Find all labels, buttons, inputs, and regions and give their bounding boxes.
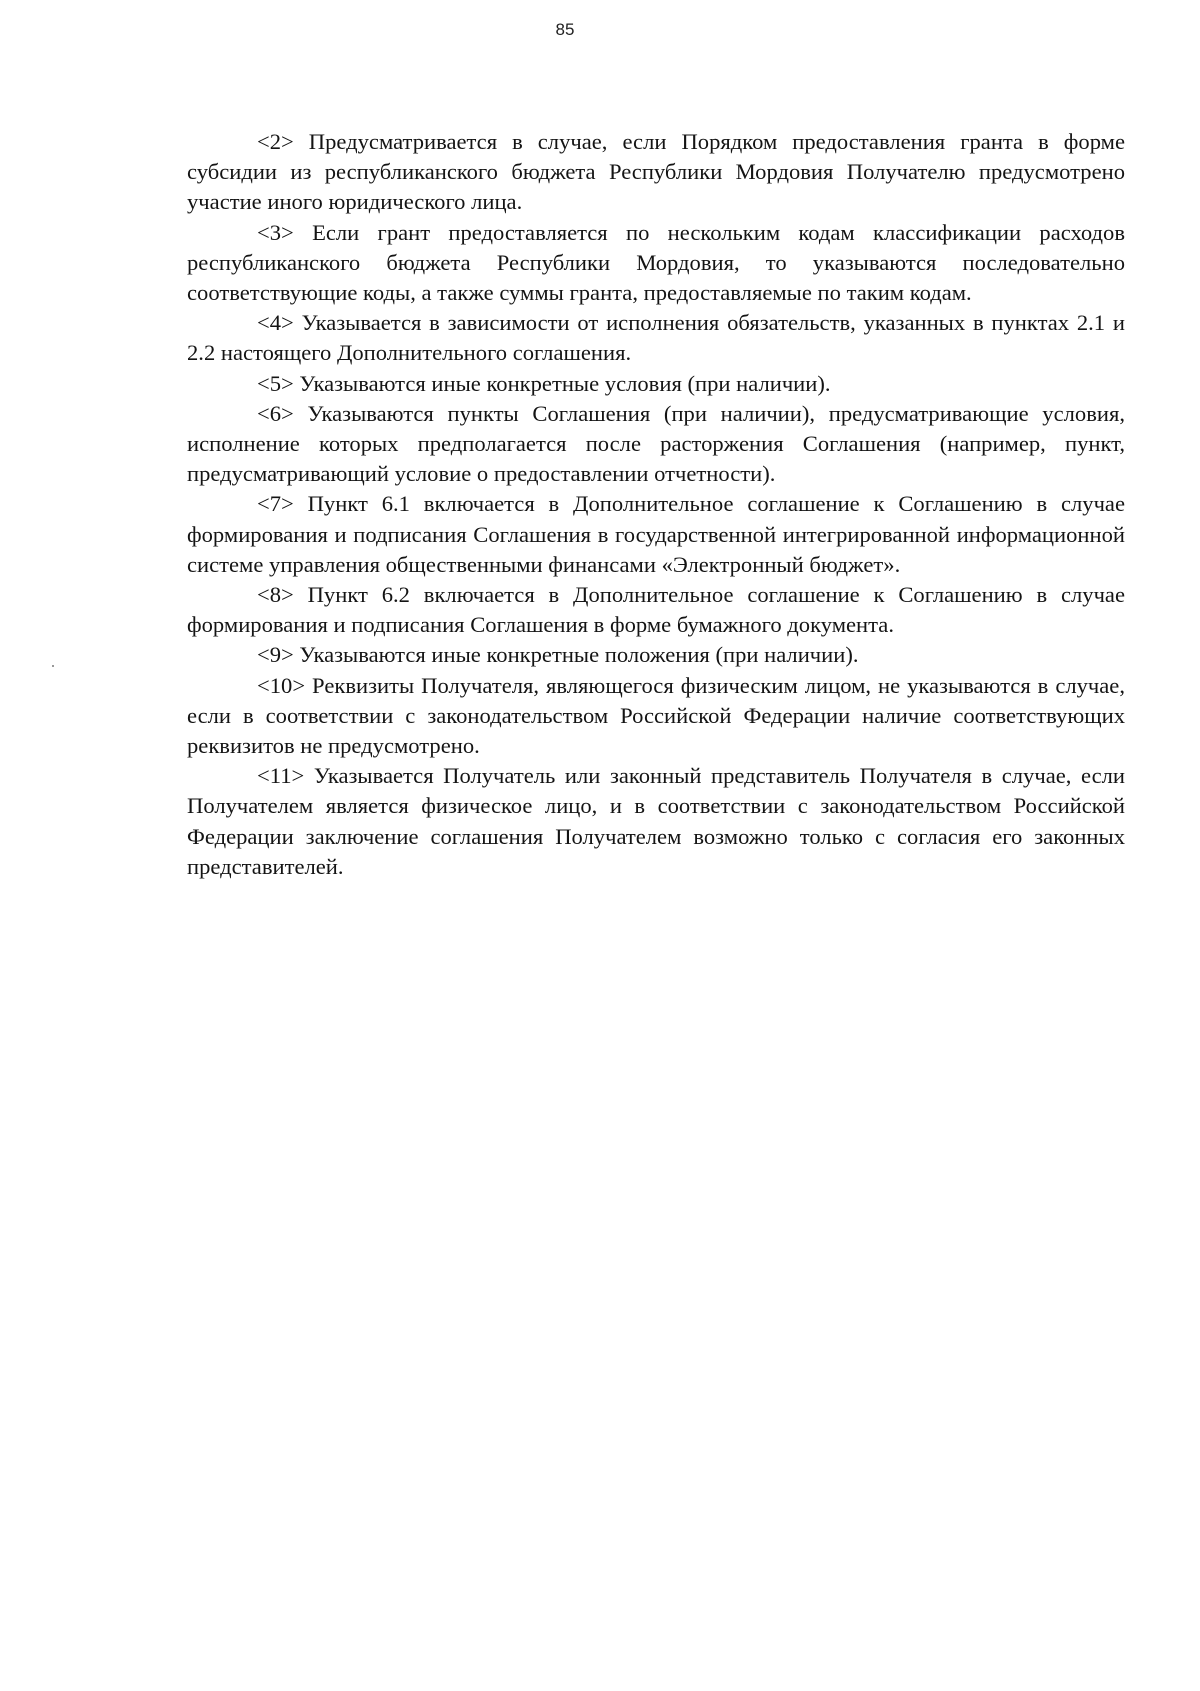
footnote-10: <10> Реквизиты Получателя, являющегося физическим лицом, не указываются в случае, если в соответствии с законодательством Российской Федерации наличие соответствующих реквизитов не предусмотрено. <box>187 672 1125 759</box>
footnote-9: <9> Указываются иные конкретные положения (при наличии). <box>257 642 859 668</box>
footnote-5: <5> Указываются иные конкретные условия (при наличии). <box>257 370 831 396</box>
scan-speck <box>52 665 54 667</box>
footnote-6: <6> Указываются пункты Соглашения (при наличии), предусматривающие условия, исполнение которых предполагается после расторжения Соглашения (например, пункт, предусматривающий условие о предоставлении отчетности). <box>187 400 1125 487</box>
footnote-8: <8> Пункт 6.2 включается в Дополнительное соглашение к Соглашению в случае формирования и подписания Соглашения в форме бумажного документа. <box>187 582 1125 638</box>
footnote-4: <4> Указывается в зависимости от исполнения обязательств, указанных в пунктах 2.1 и 2.2 настоящего Дополнительного соглашения. <box>187 310 1125 366</box>
page-number: 85 <box>555 20 575 39</box>
footnotes-section <box>187 127 1125 882</box>
footnote-7: <7> Пункт 6.1 включается в Дополнительное соглашение к Соглашению в случае формирования и подписания Соглашения в государственной интегрированной информационной системе управления общественными финансами «Электронный бюджет». <box>187 491 1125 577</box>
footnote-11: <11> Указывается Получатель или законный представитель Получателя в случае, если Получателем является физическое лицо, и в соответствии с законодательством Российской Федерации заключение соглашения Получателем возможно только с согласия его законных представителей. <box>187 763 1125 879</box>
footnote-2: <2> Предусматривается в случае, если Порядком предоставления гранта в форме субсидии из республиканского бюджета Республики Мордовия Получателю предусмотрено участие иного юридического лица. <box>187 129 1125 215</box>
footnote-3: <3> Если грант предоставляется по нескольким кодам классификации расходов республиканского бюджета Республики Мордовия, то указываются последовательно соответствующие коды, а также суммы гранта, предоставляемые по таким кодам. <box>187 219 1125 306</box>
